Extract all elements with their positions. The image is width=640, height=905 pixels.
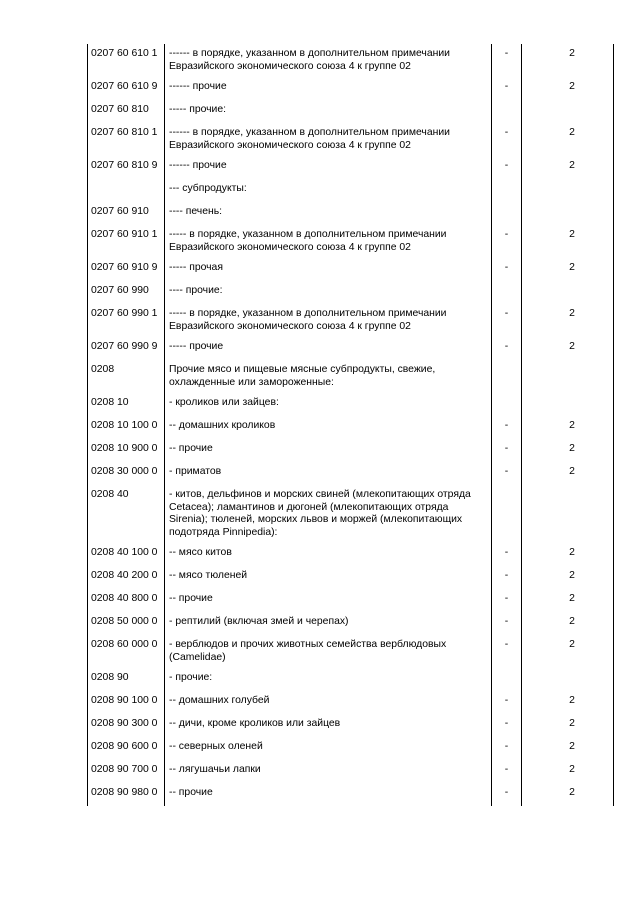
supplementary-unit (492, 202, 522, 225)
supplementary-unit (492, 360, 522, 393)
commodity-code: 0207 60 910 (88, 202, 165, 225)
commodity-code: 0207 60 910 1 (88, 225, 165, 258)
commodity-description: - прочие: (165, 668, 492, 691)
supplementary-unit: - (492, 462, 522, 485)
table-row (88, 77, 614, 100)
supplementary-unit (492, 393, 522, 416)
supplementary-unit: - (492, 439, 522, 462)
table-row (88, 737, 614, 760)
tariff-table-body (88, 44, 614, 806)
table-row (88, 691, 614, 714)
table-row (88, 612, 614, 635)
table-row (88, 668, 614, 691)
duty-rate: 2 (522, 566, 614, 589)
duty-rate: 2 (522, 258, 614, 281)
table-row (88, 783, 614, 806)
table-row (88, 360, 614, 393)
commodity-code: 0208 90 980 0 (88, 783, 165, 806)
table-row (88, 123, 614, 156)
commodity-code: 0208 90 700 0 (88, 760, 165, 783)
commodity-description: -- домашних голубей (165, 691, 492, 714)
supplementary-unit: - (492, 258, 522, 281)
table-row (88, 635, 614, 668)
commodity-code: 0207 60 990 (88, 281, 165, 304)
commodity-code: 0208 (88, 360, 165, 393)
duty-rate (522, 485, 614, 543)
commodity-code: 0208 10 100 0 (88, 416, 165, 439)
commodity-code: 0208 40 (88, 485, 165, 543)
commodity-code: 0207 60 990 1 (88, 304, 165, 337)
duty-rate (522, 100, 614, 123)
duty-rate: 2 (522, 225, 614, 258)
commodity-code: 0208 90 (88, 668, 165, 691)
supplementary-unit: - (492, 543, 522, 566)
supplementary-unit: - (492, 44, 522, 77)
commodity-description: ----- в порядке, указанном в дополнительном примечании Евразийского экономического союза 4 к группе 02 (165, 225, 492, 258)
table-row (88, 543, 614, 566)
commodity-code: 0207 60 810 (88, 100, 165, 123)
duty-rate: 2 (522, 783, 614, 806)
table-row (88, 337, 614, 360)
supplementary-unit: - (492, 760, 522, 783)
supplementary-unit: - (492, 714, 522, 737)
supplementary-unit: - (492, 612, 522, 635)
commodity-description: - кроликов или зайцев: (165, 393, 492, 416)
supplementary-unit: - (492, 225, 522, 258)
duty-rate: 2 (522, 543, 614, 566)
table-row (88, 760, 614, 783)
commodity-code: 0208 90 300 0 (88, 714, 165, 737)
supplementary-unit (492, 281, 522, 304)
commodity-description: Прочие мясо и пищевые мясные субпродукты, свежие, охлажденные или замороженные: (165, 360, 492, 393)
duty-rate (522, 668, 614, 691)
commodity-description: ----- в порядке, указанном в дополнительном примечании Евразийского экономического союза 4 к группе 02 (165, 304, 492, 337)
table-row (88, 100, 614, 123)
commodity-code: 0208 50 000 0 (88, 612, 165, 635)
duty-rate: 2 (522, 635, 614, 668)
commodity-description: -- дичи, кроме кроликов или зайцев (165, 714, 492, 737)
table-row (88, 225, 614, 258)
table-row (88, 304, 614, 337)
commodity-description: -- северных оленей (165, 737, 492, 760)
commodity-description: -- лягушачьи лапки (165, 760, 492, 783)
table-row (88, 258, 614, 281)
duty-rate: 2 (522, 589, 614, 612)
duty-rate: 2 (522, 612, 614, 635)
commodity-description: ----- прочая (165, 258, 492, 281)
commodity-code: 0208 90 600 0 (88, 737, 165, 760)
supplementary-unit: - (492, 589, 522, 612)
commodity-description: --- субпродукты: (165, 179, 492, 202)
duty-rate: 2 (522, 462, 614, 485)
duty-rate: 2 (522, 714, 614, 737)
commodity-description: ------ прочие (165, 77, 492, 100)
duty-rate: 2 (522, 737, 614, 760)
table-row (88, 156, 614, 179)
duty-rate: 2 (522, 77, 614, 100)
duty-rate: 2 (522, 760, 614, 783)
commodity-description: ------ в порядке, указанном в дополнительном примечании Евразийского экономического союза 4 к группе 02 (165, 123, 492, 156)
commodity-description: -- прочие (165, 439, 492, 462)
commodity-description: ---- прочие: (165, 281, 492, 304)
duty-rate: 2 (522, 123, 614, 156)
supplementary-unit (492, 179, 522, 202)
duty-rate: 2 (522, 156, 614, 179)
duty-rate (522, 281, 614, 304)
commodity-description: - рептилий (включая змей и черепах) (165, 612, 492, 635)
table-row (88, 439, 614, 462)
commodity-code: 0208 10 (88, 393, 165, 416)
supplementary-unit: - (492, 737, 522, 760)
table-row (88, 202, 614, 225)
commodity-code: 0208 40 800 0 (88, 589, 165, 612)
duty-rate (522, 179, 614, 202)
supplementary-unit (492, 100, 522, 123)
supplementary-unit (492, 668, 522, 691)
commodity-description: -- домашних кроликов (165, 416, 492, 439)
tariff-table (87, 44, 614, 806)
commodity-description: - приматов (165, 462, 492, 485)
table-row (88, 714, 614, 737)
commodity-description: ---- печень: (165, 202, 492, 225)
table-row (88, 566, 614, 589)
commodity-code: 0207 60 610 9 (88, 77, 165, 100)
duty-rate: 2 (522, 337, 614, 360)
supplementary-unit: - (492, 77, 522, 100)
duty-rate (522, 393, 614, 416)
commodity-description: ------ в порядке, указанном в дополнительном примечании Евразийского экономического союза 4 к группе 02 (165, 44, 492, 77)
commodity-code: 0208 60 000 0 (88, 635, 165, 668)
table-row (88, 462, 614, 485)
commodity-code: 0207 60 810 1 (88, 123, 165, 156)
supplementary-unit: - (492, 566, 522, 589)
duty-rate: 2 (522, 44, 614, 77)
supplementary-unit: - (492, 635, 522, 668)
commodity-description: -- мясо тюленей (165, 566, 492, 589)
supplementary-unit: - (492, 691, 522, 714)
table-row (88, 416, 614, 439)
commodity-description: -- прочие (165, 783, 492, 806)
table-row (88, 44, 614, 77)
table-row (88, 589, 614, 612)
commodity-code: 0207 60 610 1 (88, 44, 165, 77)
commodity-code: 0208 10 900 0 (88, 439, 165, 462)
commodity-description: - верблюдов и прочих животных семейства верблюдовых (Camelidae) (165, 635, 492, 668)
duty-rate: 2 (522, 416, 614, 439)
commodity-code: 0208 40 200 0 (88, 566, 165, 589)
commodity-code: 0207 60 910 9 (88, 258, 165, 281)
duty-rate (522, 202, 614, 225)
commodity-description: -- мясо китов (165, 543, 492, 566)
supplementary-unit: - (492, 123, 522, 156)
table-row (88, 281, 614, 304)
table-row (88, 393, 614, 416)
commodity-code: 0208 90 100 0 (88, 691, 165, 714)
commodity-code: 0207 60 990 9 (88, 337, 165, 360)
commodity-description: -- прочие (165, 589, 492, 612)
supplementary-unit: - (492, 337, 522, 360)
table-row (88, 485, 614, 543)
duty-rate: 2 (522, 439, 614, 462)
supplementary-unit: - (492, 156, 522, 179)
commodity-code (88, 179, 165, 202)
commodity-description: ----- прочие (165, 337, 492, 360)
duty-rate (522, 360, 614, 393)
supplementary-unit (492, 485, 522, 543)
duty-rate: 2 (522, 691, 614, 714)
commodity-description: ------ прочие (165, 156, 492, 179)
duty-rate: 2 (522, 304, 614, 337)
commodity-description: - китов, дельфинов и морских свиней (млекопитающих отряда Cetacea); ламантинов и дюгоней (млекопитающих отряда Sirenia); тюленей, морских львов и моржей (млекопитающих подотряда Pinnipedia): (165, 485, 492, 543)
commodity-code: 0207 60 810 9 (88, 156, 165, 179)
supplementary-unit: - (492, 304, 522, 337)
commodity-description: ----- прочие: (165, 100, 492, 123)
commodity-code: 0208 40 100 0 (88, 543, 165, 566)
commodity-code: 0208 30 000 0 (88, 462, 165, 485)
table-row (88, 179, 614, 202)
supplementary-unit: - (492, 416, 522, 439)
supplementary-unit: - (492, 783, 522, 806)
